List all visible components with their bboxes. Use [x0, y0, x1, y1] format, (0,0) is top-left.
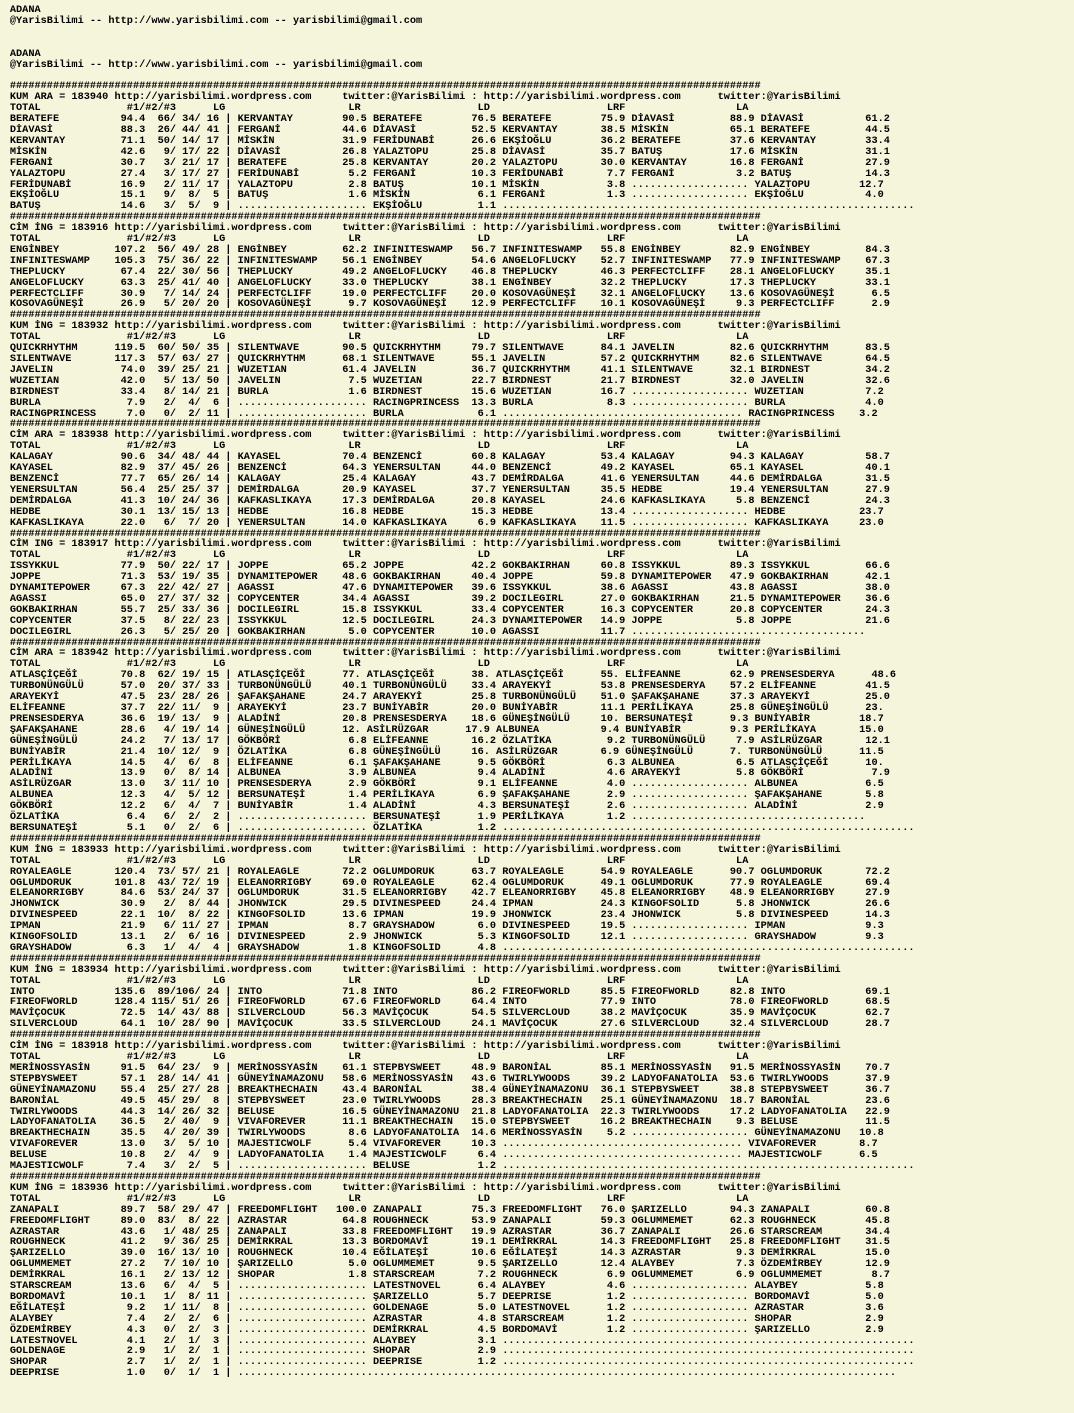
race-row: ALAYBEY 7.4 2/ 2/ 6 | ..................... AZRASTAR 4.8 STARSCREAM 1.2 ................... SHOPAR 2.9	[9, 1312, 884, 1325]
race-row: PRENSESDERYA 36.6 19/ 13/ 9 | ALADİNİ 20.8 PRENSESDERYA 18.6 GÜNEŞİNGÜLÜ 10. BERSUNATEŞİ 9.3 BUNİYABİR 18.7	[9, 712, 884, 725]
race-row: KAYASEL 82.9 37/ 45/ 26 | BENZENCİ 64.3 YENERSULTAN 44.0 BENZENCİ 49.2 KAYASEL 65.1 KAYASEL 40.1	[9, 462, 890, 475]
column-headers: TOTAL #1/#2/#3 LG LR LD LRF LA	[9, 1051, 749, 1063]
header-line: ADANA	[9, 4, 41, 16]
race-row: INFINITESWAMP 105.3 75/ 36/ 22 | INFINITESWAMP 56.1 ENGİNBEY 54.6 ANGELOFLUCKY 52.7 INFINITESWAMP 77.9 INFINITESWAMP 67.3	[9, 254, 890, 267]
race-title: CİM ARA = 183938 http://yarisbilimi.wordpress.com twitter:@YarisBilimi : http://yarisbilimi.wordpress.com twitter:@YarisBilimi	[9, 429, 841, 442]
column-headers: TOTAL #1/#2/#3 LG LR LD LRF LA	[9, 974, 749, 987]
separator-line: ##########################################################################################################################	[9, 80, 761, 93]
separator-line: ##########################################################################################################################	[9, 211, 761, 224]
race-row: GOKBAKIRHAN 55.7 25/ 33/ 36 | DOCILEGIRL 15.8 ISSYKKUL 33.4 COPYCENTER 16.3 COPYCENTER 20.8 COPYCENTER 24.3	[9, 603, 890, 616]
race-row: KALAGAY 90.6 34/ 48/ 44 | KAYASEL 70.4 BENZENCİ 60.8 KALAGAY 53.4 KALAGAY 94.3 KALAGAY 58.7	[9, 451, 890, 464]
race-row: YALAZTOPU 27.4 3/ 17/ 27 | FERİDUNABİ 5.2 FERGANİ 10.3 FERİDUNABİ 7.7 FERGANİ 3.2 BATUŞ 14.3	[9, 167, 890, 180]
race-row: ŞARIZELLO 39.0 16/ 13/ 10 | ROUGHNECK 10.4 EĞİLATEŞİ 10.6 EĞİLATEŞİ 14.3 AZRASTAR 9.3 DEMİRKRAL 15.0	[9, 1247, 890, 1260]
race-row: KOSOVAGÜNEŞİ 26.9 5/ 20/ 20 | KOSOVAGÜNEŞİ 9.7 KOSOVAGÜNEŞİ 12.9 PERFECTCLIFF 10.1 KOSOVAGÜNEŞİ 9.3 PERFECTCLIFF 2.9	[9, 298, 890, 311]
race-row: GOLDENAGE 2.9 1/ 2/ 1 | ..................... SHOPAR 2.9 ...................................................................	[9, 1345, 915, 1358]
race-row: EKŞİOĞLU 15.1 9/ 8/ 5 | BATUŞ 1.6 MİSKİN 6.1 FERGANİ 1.3 ................... EKŞİOĞLU 4.0	[9, 189, 884, 202]
race-row: THEPLUCKY 67.4 22/ 30/ 56 | THEPLUCKY 49.2 ANGELOFLUCKY 46.8 THEPLUCKY 46.3 PERFECTCLIFF 28.1 ANGELOFLUCKY 35.1	[9, 265, 890, 278]
race-row: ARAYEKYİ 47.5 23/ 28/ 26 | ŞAFAKŞAHANE 24.7 ARAYEKYİ 25.8 TURBONÜNGÜLÜ 51.0 ŞAFAKŞAHANE 37.3 ARAYEKYİ 25.0	[9, 691, 890, 704]
race-row: AZRASTAR 43.6 1/ 48/ 25 | ZANAPALI 33.8 FREEDOMFLIGHT 19.9 AZRASTAR 36.7 ZANAPALI 26.6 STARSCREAM 34.4	[9, 1225, 890, 1238]
race-row: MAJESTICWOLF 7.4 3/ 2/ 5 | ..................... BELUSE 1.2 ...................................................................	[9, 1160, 915, 1173]
column-headers: TOTAL #1/#2/#3 LG LR LD LRF LA	[9, 102, 749, 115]
race-row: FERGANİ 30.7 3/ 21/ 17 | BERATEFE 25.8 KERVANTAY 20.2 YALAZTOPU 30.0 KERVANTAY 16.8 FERGANİ 27.9	[9, 156, 890, 169]
race-title: KUM ARA = 183940 http://yarisbilimi.wordpress.com twitter:@YarisBilimi : http://yarisbilimi.wordpress.com twitter:@YarisBilimi	[9, 91, 841, 104]
race-row: SHOPAR 2.7 1/ 2/ 1 | ..................... DEEPRISE 1.2 ...................................................................	[9, 1356, 915, 1369]
race-row: ALADİNİ 13.9 0/ 8/ 14 | ALBUNEA 3.9 ALBUNEA 9.4 ALADİNİ 4.6 ARAYEKYİ 5.8 GÖKBÖRİ 7.9	[9, 767, 890, 780]
race-row: LADYOFANATOLIA 36.5 2/ 40/ 9 | VIVAFOREVER 11.1 BREAKTHECHAIN 15.0 STEPBYSWEET 16.2 BREAKTHECHAIN 9.3 BELUSE 11.5	[9, 1116, 890, 1129]
race-row: DİAVASİ 88.3 26/ 44/ 41 | FERGANİ 44.6 DİAVASİ 52.5 KERVANTAY 38.5 MİSKİN 65.1 BERATEFE 44.5	[9, 123, 890, 136]
race-row: WUZETIAN 42.0 5/ 13/ 50 | JAVELIN 7.5 WUZETIAN 22.7 BIRDNEST 21.7 BIRDNEST 32.0 JAVELIN 32.6	[9, 374, 890, 387]
race-row: ELEANORRIGBY 84.6 53/ 24/ 37 | OGLUMDORUK 31.5 ELEANORRIGBY 42.7 ELEANORRIGBY 45.8 ELEANORRIGBY 48.9 ELEANORRIGBY 27.9	[9, 887, 890, 900]
separator-line: ##########################################################################################################################	[9, 832, 761, 845]
race-row: HEDBE 30.1 13/ 15/ 13 | HEDBE 16.8 HEDBE 15.3 HEDBE 13.4 ................... HEDBE 23.7	[9, 505, 884, 518]
race-row: LATESTNOVEL 4.1 2/ 1/ 3 | ..................... ALAYBEY 3.1 ...................................................................	[9, 1334, 915, 1347]
race-row: BURLA 7.9 2/ 4/ 6 | ..................... RACINGPRINCESS 13.3 BURLA 8.3 ................... BURLA 4.0	[9, 396, 884, 409]
column-headers: TOTAL #1/#2/#3 LG LR LD LRF LA	[9, 233, 749, 246]
race-row: BARONİAL 49.5 45/ 29/ 8 | STEPBYSWEET 23.0 TWIRLYWOODS 28.3 BREAKTHECHAIN 25.1 GÜNEYİNAMAZONU 18.7 BARONİAL 23.6	[9, 1094, 890, 1107]
race-row: OGLUMDORUK 101.8 43/ 72/ 19 | ELEANORRIGBY 69.0 ROYALEAGLE 62.4 OGLUMDORUK 49.1 OGLUMDORUK 77.9 ROYALEAGLE 69.4	[9, 876, 890, 889]
race-row: FREEDOMFLIGHT 89.0 83/ 8/ 22 | AZRASTAR 64.8 ROUGHNECK 53.9 ZANAPALI 59.3 OGLUMMEMET 62.3 ROUGHNECK 45.8	[9, 1214, 890, 1227]
race-row: OGLUMMEMET 27.2 7/ 10/ 10 | ŞARIZELLO 5.0 OGLUMMEMET 9.5 ŞARIZELLO 12.4 ALAYBEY 7.3 ÖZDEMİRBEY 12.9	[9, 1258, 890, 1271]
race-title: KUM İNG = 183934 http://yarisbilimi.wordpress.com twitter:@YarisBilimi : http://yarisbilimi.wordpress.com twitter:@YarisBilimi	[9, 963, 841, 976]
race-row: ENGİNBEY 107.2 56/ 49/ 28 | ENGİNBEY 62.2 INFINITESWAMP 56.7 INFINITESWAMP 55.8 ENGİNBEY 82.9 ENGİNBEY 84.3	[9, 243, 890, 256]
column-headers: TOTAL #1/#2/#3 LG LR LD LRF LA	[9, 331, 749, 344]
race-row: DEEPRISE 1.0 0/ 1/ 1 | ...........................................................................................................	[9, 1367, 897, 1380]
race-row: INTO 135.6 89/106/ 24 | INTO 71.8 INTO 86.2 FIREOFWORLD 85.5 FIREOFWORLD 82.8 INTO 69.1	[9, 985, 890, 998]
separator-line: ##########################################################################################################################	[9, 418, 761, 431]
race-row: JAVELIN 74.0 39/ 25/ 21 | WUZETIAN 61.4 JAVELIN 36.7 QUICKRHYTHM 41.1 SILENTWAVE 32.1 BIRDNEST 34.2	[9, 363, 890, 376]
race-row: ÖZDEMİRBEY 4.3 0/ 2/ 3 | ..................... DEMİRKRAL 4.5 BORDOMAVİ 1.2 ................... ŞARIZELLO 2.9	[9, 1323, 884, 1336]
separator-line: ##########################################################################################################################	[9, 636, 761, 649]
race-row: PERİLİKAYA 14.5 4/ 6/ 8 | ELİFEANNE 6.1 ŞAFAKŞAHANE 9.5 GÖKBÖRİ 6.3 ALBUNEA 6.5 ATLASÇİÇEĞİ 10.	[9, 756, 884, 769]
header-line	[10, 27, 1060, 38]
race-row: KERVANTAY 71.1 50/ 14/ 17 | MİSKİN 31.9 FERİDUNABİ 26.6 EKŞİOĞLU 36.2 BERATEFE 37.6 KERVANTAY 33.4	[9, 134, 890, 147]
separator-line: ##########################################################################################################################	[9, 1170, 761, 1183]
race-row: STARSCREAM 13.6 6/ 4/ 5 | ..................... LATESTNOVEL 6.4 ALAYBEY 4.6 ................... ALAYBEY 5.8	[9, 1280, 884, 1293]
separator-line: ##########################################################################################################################	[9, 1029, 761, 1042]
race-row: ATLASÇİÇEĞİ 70.8 62/ 19/ 15 | ATLASÇİÇEĞİ 77. ATLASÇİÇEĞİ 38. ATLASÇİÇEĞİ 55. ELİFEANNE 62.9 PRENSESDERYA 48.6	[9, 669, 897, 682]
header-line: ADANA	[9, 47, 41, 60]
race-row: BELUSE 10.8 2/ 4/ 9 | LADYOFANATOLIA 1.4 MAJESTICWOLF 6.4 ....................................... MAJESTICWOLF 6.5	[9, 1149, 878, 1162]
separator-line: ##########################################################################################################################	[9, 527, 761, 540]
race-row: MAVİÇOCUK 72.5 14/ 43/ 88 | SILVERCLOUD 56.3 MAVİÇOCUK 54.5 SILVERCLOUD 38.2 MAVİÇOCUK 35.9 MAVİÇOCUK 62.7	[9, 1007, 890, 1020]
column-headers: TOTAL #1/#2/#3 LG LR LD LRF LA	[9, 549, 749, 562]
race-row: AGASSI 65.0 27/ 37/ 32 | COPYCENTER 34.4 AGASSI 39.2 DOCILEGIRL 27.0 GOKBAKIRHAN 21.5 DYNAMITEPOWER 36.6	[9, 592, 890, 605]
race-row: GRAYSHADOW 6.3 1/ 4/ 4 | GRAYSHADOW 1.8 KINGOFSOLID 4.8 ...................................................................	[9, 941, 915, 954]
race-row: BUNİYABİR 21.4 10/ 12/ 9 | ÖZLATİKA 6.8 GÜNEŞİNGÜLÜ 16. ASİLRÜZGAR 6.9 GÜNEŞİNGÜLÜ 7. TURBONÜNGÜLÜ 11.5	[9, 745, 884, 758]
race-row: TWIRLYWOODS 44.3 14/ 26/ 32 | BELUSE 16.5 GÜNEYİNAMAZONU 21.8 LADYOFANATOLIA 22.3 TWIRLYWOODS 17.2 LADYOFANATOLIA 22.9	[9, 1105, 890, 1118]
race-row: TURBONÜNGÜLÜ 57.0 20/ 37/ 33 | TURBONÜNGÜLÜ 40.1 TURBONÜNGÜLÜ 33.4 ARAYEKYİ 53.8 PRENSESDERYA 57.2 ELİFEANNE 41.5	[9, 680, 890, 693]
race-row: MERİNOSSYASİN 91.5 64/ 23/ 9 | MERİNOSSYASİN 61.1 STEPBYSWEET 48.9 BARONİAL 85.1 MERİNOSSYASİN 91.5 MERİNOSSYASİN 70.7	[9, 1061, 890, 1074]
race-row: ROUGHNECK 41.2 9/ 36/ 25 | DEMİRKRAL 13.3 BORDOMAVİ 19.1 DEMİRKRAL 14.3 FREEDOMFLIGHT 25.8 FREEDOMFLIGHT 31.5	[9, 1236, 890, 1249]
race-row: DOCILEGIRL 26.3 5/ 25/ 20 | GOKBAKIRHAN 5.0 COPYCENTER 10.0 AGASSI 11.7 ......................................	[9, 625, 866, 638]
race-row: ALBUNEA 12.3 4/ 5/ 12 | BERSUNATEŞİ 1.4 PERİLİKAYA 6.9 ŞAFAKŞAHANE 2.9 ................... ŞAFAKŞAHANE 5.8	[9, 789, 884, 802]
column-headers: TOTAL #1/#2/#3 LG LR LD LRF LA	[9, 854, 749, 867]
race-row: BIRDNEST 33.4 8/ 14/ 21 | BURLA 1.6 BIRDNEST 15.6 WUZETIAN 16.7 ................... WUZETIAN 7.2	[9, 385, 884, 398]
race-title: CİM ING = 183917 http://yarisbilimi.wordpress.com twitter:@YarisBilimi : http://yarisbilimi.wordpress.com twitter:@YarisBilimi	[9, 538, 841, 551]
race-row: ELİFEANNE 37.7 22/ 11/ 9 | ARAYEKYİ 23.7 BUNİYABİR 20.0 BUNİYABİR 11.1 PERİLİKAYA 25.8 GÜNEŞİNGÜLÜ 23.	[9, 702, 884, 714]
race-row: BENZENCİ 77.7 65/ 26/ 14 | KALAGAY 25.4 KALAGAY 43.7 DEMİRDALGA 41.6 YENERSULTAN 44.6 DEMİRDALGA 31.5	[9, 472, 890, 485]
race-row: ZANAPALI 89.7 58/ 29/ 47 | FREEDOMFLIGHT 100.0 ZANAPALI 75.3 FREEDOMFLIGHT 76.0 ŞARIZELLO 94.3 ZANAPALI 60.8	[9, 1203, 890, 1216]
column-headers: TOTAL #1/#2/#3 LG LR LD LRF LA	[9, 440, 749, 453]
separator-line: ##########################################################################################################################	[9, 952, 761, 965]
race-row: GÖKBÖRİ 12.2 6/ 4/ 7 | BUNİYABİR 1.4 ALADİNİ 4.3 BERSUNATEŞİ 2.6 ................... ALADİNİ 2.9	[9, 800, 884, 813]
race-row: ŞAFAKŞAHANE 28.6 4/ 19/ 14 | GÜNEŞİNGÜLÜ 12. ASİLRÜZGAR 17.9 ALBUNEA 9.4 BUNİYABİR 9.3 PERİLİKAYA 15.0	[9, 723, 884, 736]
race-row: EĞİLATEŞİ 9.2 1/ 11/ 8 | ..................... GOLDENAGE 5.0 LATESTNOVEL 1.2 ................... AZRASTAR 3.6	[9, 1301, 884, 1314]
race-row: MİSKİN 42.6 9/ 17/ 22 | DİAVASİ 26.8 YALAZTOPU 25.8 DİAVASİ 35.7 BATUŞ 17.6 MİSKİN 31.1	[9, 145, 890, 158]
column-headers: TOTAL #1/#2/#3 LG LR LD LRF LA	[9, 1192, 749, 1205]
race-row: ISSYKKUL 77.9 50/ 22/ 17 | JOPPE 65.2 JOPPE 42.2 GOKBAKIRHAN 60.8 ISSYKKUL 89.3 ISSYKKUL 66.6	[9, 560, 890, 573]
race-row: DIVINESPEED 22.1 10/ 8/ 22 | KINGOFSOLID 13.6 IPMAN 19.9 JHONWICK 23.4 JHONWICK 5.8 DIVINESPEED 14.3	[9, 909, 890, 922]
race-row: BERATEFE 94.4 66/ 34/ 16 | KERVANTAY 90.5 BERATEFE 76.5 BERATEFE 75.9 DİAVASİ 88.9 DİAVASİ 61.2	[9, 113, 890, 126]
header-line: @YarisBilimi -- http://www.yarisbilimi.com -- yarisbilimi@gmail.com	[9, 14, 423, 27]
race-row: SILVERCLOUD 64.1 10/ 28/ 90 | MAVİÇOCUK 33.5 SILVERCLOUD 24.1 MAVİÇOCUK 27.6 SILVERCLOUD 32.4 SILVERCLOUD 28.7	[9, 1018, 890, 1031]
race-row: COPYCENTER 37.5 8/ 22/ 23 | ISSYKKUL 12.5 DOCILEGIRL 24.3 DYNAMITEPOWER 14.9 JOPPE 5.8 JOPPE 21.6	[9, 614, 890, 627]
race-row: ROYALEAGLE 120.4 73/ 57/ 21 | ROYALEAGLE 72.2 OGLUMDORUK 63.7 ROYALEAGLE 54.9 ROYALEAGLE 90.7 OGLUMDORUK 72.2	[9, 865, 890, 878]
race-row: BREAKTHECHAIN 35.5 4/ 20/ 39 | TWIRLYWOODS 8.6 LADYOFANATOLIA 14.6 MERİNOSSYASİN 5.2 ................... GÜNEYİNAMAZONU 10.8	[9, 1127, 884, 1140]
race-row: JHONWICK 30.9 2/ 8/ 44 | JHONWICK 29.5 DIVINESPEED 24.4 IPMAN 24.3 KINGOFSOLID 5.8 JHONWICK 26.6	[9, 898, 890, 911]
race-row: BATUŞ 14.6 3/ 5/ 9 | ..................... EKŞİOĞLU 1.1 ...................................................................	[9, 200, 915, 213]
race-row: RACINGPRINCESS 7.0 0/ 2/ 11 | ..................... BURLA 6.1 ....................................... RACINGPRINCESS 3.2	[9, 407, 878, 420]
race-title: CİM İNG = 183918 http://yarisbilimi.wordpress.com twitter:@YarisBilimi : http://yarisbilimi.wordpress.com twitter:@YarisBilimi	[9, 1040, 841, 1053]
race-title: KUM İNG = 183936 http://yarisbilimi.wordpress.com twitter:@YarisBilimi : http://yarisbilimi.wordpress.com twitter:@YarisBilimi	[9, 1181, 841, 1194]
race-row: FIREOFWORLD 128.4 115/ 51/ 26 | FIREOFWORLD 67.6 FIREOFWORLD 64.4 INTO 77.9 INTO 78.0 FIREOFWORLD 68.5	[9, 996, 890, 1009]
race-row: SILENTWAVE 117.3 57/ 63/ 27 | QUICKRHYTHM 68.1 SILENTWAVE 55.1 JAVELIN 57.2 QUICKRHYTHM 82.6 SILENTWAVE 64.5	[9, 353, 890, 365]
race-row: STEPBYSWEET 57.1 28/ 14/ 41 | GÜNEYİNAMAZONU 58.6 MERİNOSSYASİN 43.6 TWIRLYWOODS 39.2 LADYOFANATOLIA 53.6 TWIRLYWOODS 37.9	[9, 1072, 890, 1085]
race-row: DYNAMITEPOWER 67.3 22/ 42/ 27 | AGASSI 47.6 DYNAMITEPOWER 39.6 ISSYKKUL 38.6 AGASSI 43.8 AGASSI 38.0	[9, 582, 890, 595]
race-row: FERİDUNABİ 16.9 2/ 11/ 17 | YALAZTOPU 2.8 BATUŞ 10.1 MİSKİN 3.8 ................... YALAZTOPU 12.7	[9, 178, 884, 191]
race-row: VIVAFOREVER 13.0 3/ 5/ 10 | MAJESTICWOLF 5.4 VIVAFOREVER 10.3 ....................................... VIVAFOREVER 8.7	[9, 1138, 878, 1151]
race-row: JOPPE 71.3 53/ 19/ 35 | DYNAMITEPOWER 48.6 GOKBAKIRHAN 40.4 JOPPE 59.8 DYNAMITEPOWER 47.9 GOKBAKIRHAN 42.1	[9, 571, 890, 584]
race-row: GÜNEŞİNGÜLÜ 24.2 7/ 13/ 17 | GÖKBÖRİ 6.8 ELİFEANNE 16.2 ÖZLATİKA 9.2 TURBONÜNGÜLÜ 7.9 ASİLRÜZGAR 12.1	[9, 734, 890, 747]
race-row: DEMİRKRAL 16.1 2/ 13/ 12 | SHOPAR 1.8 STARSCREAM 7.2 ROUGHNECK 6.9 OGLUMMEMET 6.9 OGLUMMEMET 8.7	[9, 1269, 890, 1282]
column-headers: TOTAL #1/#2/#3 LG LR LD LRF LA	[9, 658, 749, 671]
race-row: KINGOFSOLID 13.1 2/ 6/ 16 | DIVINESPEED 2.9 JHONWICK 5.3 KINGOFSOLID 12.1 ................... GRAYSHADOW 9.3	[9, 931, 884, 944]
race-row: BERSUNATEŞİ 5.1 0/ 2/ 6 | ..................... ÖZLATİKA 1.2 ...................................................................	[9, 821, 915, 834]
race-row: QUICKRHYTHM 119.5 60/ 50/ 35 | SILENTWAVE 90.5 QUICKRHYTHM 79.7 SILENTWAVE 84.1 JAVELIN 82.6 QUICKRHYTHM 83.5	[9, 342, 890, 355]
separator-line: ##########################################################################################################################	[9, 309, 761, 322]
header-line: @YarisBilimi -- http://www.yarisbilimi.com -- yarisbilimi@gmail.com	[9, 58, 423, 71]
race-row: YENERSULTAN 56.4 25/ 25/ 37 | DEMİRDALGA 20.9 KAYASEL 37.7 YENERSULTAN 35.5 HEDBE 19.4 YENERSULTAN 27.9	[9, 483, 890, 496]
race-title: KUM İNG = 183932 http://yarisbilimi.wordpress.com twitter:@YarisBilimi : http://yarisbilimi.wordpress.com twitter:@YarisBilimi	[9, 320, 841, 333]
header-line	[10, 38, 1060, 49]
race-row: ASİLRÜZGAR 13.0 3/ 11/ 10 | PRENSESDERYA 2.9 GÖKBÖRİ 9.1 ELİFEANNE 4.0 ................... ALBUNEA 6.5	[9, 778, 884, 791]
race-title: CİM ARA = 183942 http://yarisbilimi.wordpress.com twitter:@YarisBilimi : http://yarisbilimi.wordpress.com twitter:@YarisBilimi	[9, 647, 841, 660]
race-row: GÜNEYİNAMAZONU 55.4 25/ 27/ 28 | BREAKTHECHAIN 43.4 BARONİAL 38.4 GÜNEYİNAMAZONU 36.1 STEPBYSWEET 38.8 STEPBYSWEET 36.7	[9, 1083, 890, 1096]
race-row: DEMİRDALGA 41.3 10/ 24/ 36 | KAFKASLIKAYA 17.3 DEMİRDALGA 20.8 KAYASEL 24.6 KAFKASLIKAYA 5.8 BENZENCİ 24.3	[9, 494, 890, 507]
race-title: KUM İNG = 183933 http://yarisbilimi.wordpress.com twitter:@YarisBilimi : http://yarisbilimi.wordpress.com twitter:@YarisBilimi	[9, 843, 841, 856]
race-row: KAFKASLIKAYA 22.0 6/ 7/ 20 | YENERSULTAN 14.0 KAFKASLIKAYA 6.9 KAFKASLIKAYA 11.5 ................... KAFKASLIKAYA 23.0	[9, 516, 884, 529]
race-row: BORDOMAVİ 10.1 1/ 8/ 11 | ..................... ŞARIZELLO 5.7 DEEPRISE 1.2 ................... BORDOMAVİ 5.0	[9, 1290, 884, 1303]
race-row: ÖZLATİKA 6.4 6/ 2/ 2 | ..................... BERSUNATEŞİ 1.9 PERİLİKAYA 1.2 ......................................	[9, 811, 866, 824]
race-row: IPMAN 21.9 6/ 11/ 27 | IPMAN 8.7 GRAYSHADOW 6.0 DIVINESPEED 19.5 ................... IPMAN 9.3	[9, 920, 884, 933]
race-row: ANGELOFLUCKY 63.3 25/ 41/ 40 | ANGELOFLUCKY 33.0 THEPLUCKY 38.1 ENGİNBEY 32.2 THEPLUCKY 17.3 THEPLUCKY 33.1	[9, 276, 890, 289]
race-row: PERFECTCLIFF 30.9 7/ 14/ 24 | PERFECTCLIFF 19.0 PERFECTCLIFF 20.0 KOSOVAGÜNEŞİ 32.1 ANGELOFLUCKY 13.6 KOSOVAGÜNEŞİ 6.5	[9, 287, 890, 300]
race-title: CİM İNG = 183916 http://yarisbilimi.wordpress.com twitter:@YarisBilimi : http://yarisbilimi.wordpress.com twitter:@YarisBilimi	[9, 222, 841, 235]
